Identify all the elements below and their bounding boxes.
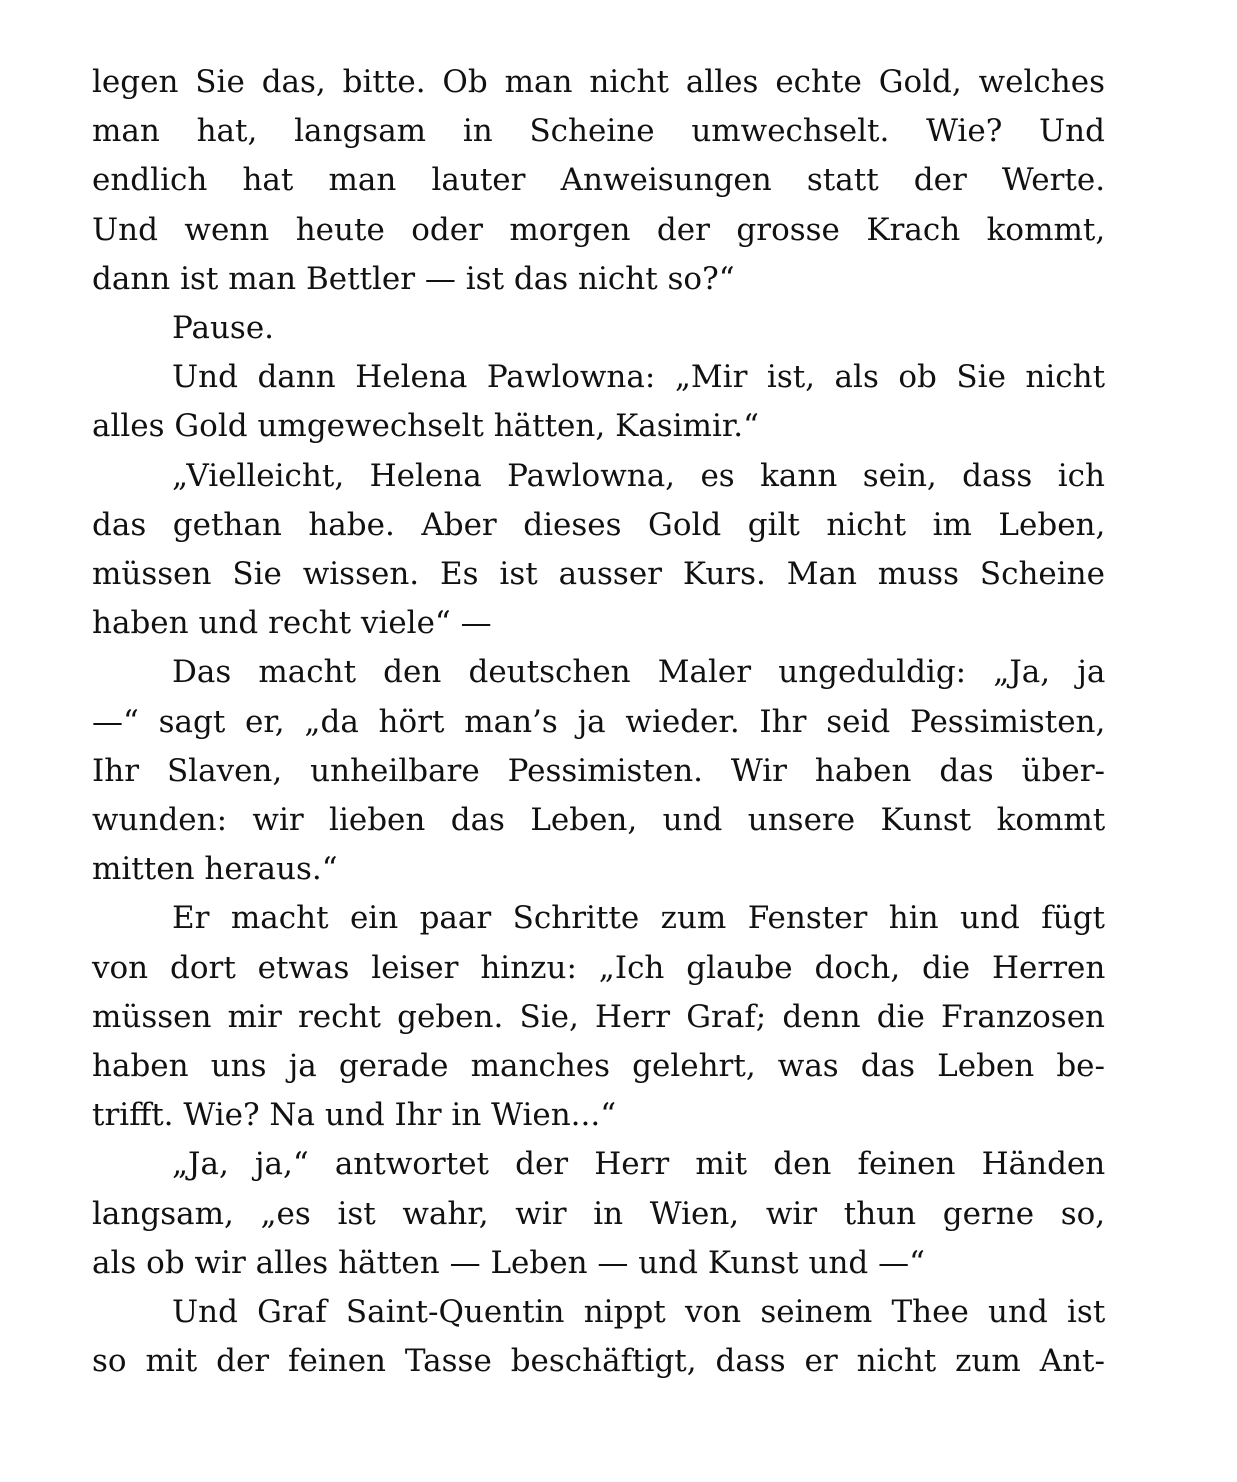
text-line: Und dann Helena Pawlowna: „Mir ist, als ob Sie nicht bbox=[172, 359, 1106, 396]
text-line: haben uns ja gerade manches gelehrt, was das Leben be- bbox=[92, 1048, 1105, 1085]
text-line: so mit der feinen Tasse beschäftigt, dass er nicht zum Ant- bbox=[92, 1343, 1105, 1380]
text-line: dann ist man Bettler — ist das nicht so?“ bbox=[92, 260, 735, 297]
text-line: wunden: wir lieben das Leben, und unsere Kunst kommt bbox=[92, 802, 1106, 839]
text-line: mitten heraus.“ bbox=[92, 851, 338, 888]
text-line: Das macht den deutschen Maler ungeduldig: „Ja, ja bbox=[172, 654, 1106, 691]
book-page bbox=[92, 58, 1105, 1386]
text-line: müssen mir recht geben. Sie, Herr Graf; denn die Franzosen bbox=[92, 998, 1106, 1035]
text-line: von dort etwas leiser hinzu: „Ich glaube doch, die Herren bbox=[92, 949, 1106, 986]
text-line: das gethan habe. Aber dieses Gold gilt nicht im Leben, bbox=[92, 506, 1106, 543]
paragraph bbox=[92, 1288, 1105, 1386]
text-line: „Vielleicht, Helena Pawlowna, es kann sein, dass ich bbox=[172, 457, 1105, 494]
paragraph bbox=[92, 452, 1105, 649]
text-line: müssen Sie wissen. Es ist ausser Kurs. Man muss Scheine bbox=[92, 556, 1105, 593]
text-line: als ob wir alles hätten — Leben — und Kunst und —“ bbox=[92, 1244, 925, 1281]
text-line: „Ja, ja,“ antwortet der Herr mit den feinen Händen bbox=[172, 1146, 1106, 1183]
paragraph bbox=[92, 58, 1105, 304]
text-line: Pause. bbox=[172, 310, 275, 347]
text-line: —“ sagt er, „da hört man’s ja wieder. Ihr seid Pessimisten, bbox=[92, 703, 1106, 740]
text-line: Und wenn heute oder morgen der grosse Krach kommt, bbox=[92, 211, 1106, 248]
text-line: alles Gold umgewechselt hätten, Kasimir.“ bbox=[92, 408, 759, 445]
text-line: legen Sie das, bitte. Ob man nicht alles echte Gold, welches bbox=[92, 64, 1105, 100]
paragraph bbox=[92, 304, 1105, 353]
paragraph bbox=[92, 353, 1105, 451]
text-line: trifft. Wie? Na und Ihr in Wien...“ bbox=[92, 1097, 617, 1134]
text-line: endlich hat man lauter Anweisungen statt der Werte. bbox=[92, 162, 1106, 199]
paragraph bbox=[92, 1140, 1105, 1288]
text-line: Er macht ein paar Schritte zum Fenster hin und fügt bbox=[172, 900, 1105, 937]
text-line: Und Graf Saint-Quentin nippt von seinem Thee und ist bbox=[172, 1294, 1106, 1331]
paragraph bbox=[92, 894, 1105, 1140]
text-line: Ihr Slaven, unheilbare Pessimisten. Wir haben das über- bbox=[92, 752, 1105, 789]
text-line: man hat, langsam in Scheine umwechselt. Wie? Und bbox=[92, 113, 1105, 150]
paragraph bbox=[92, 648, 1105, 894]
text-line: langsam, „es ist wahr, wir in Wien, wir thun gerne so, bbox=[92, 1195, 1106, 1232]
text-line: haben und recht viele“ — bbox=[92, 605, 492, 642]
